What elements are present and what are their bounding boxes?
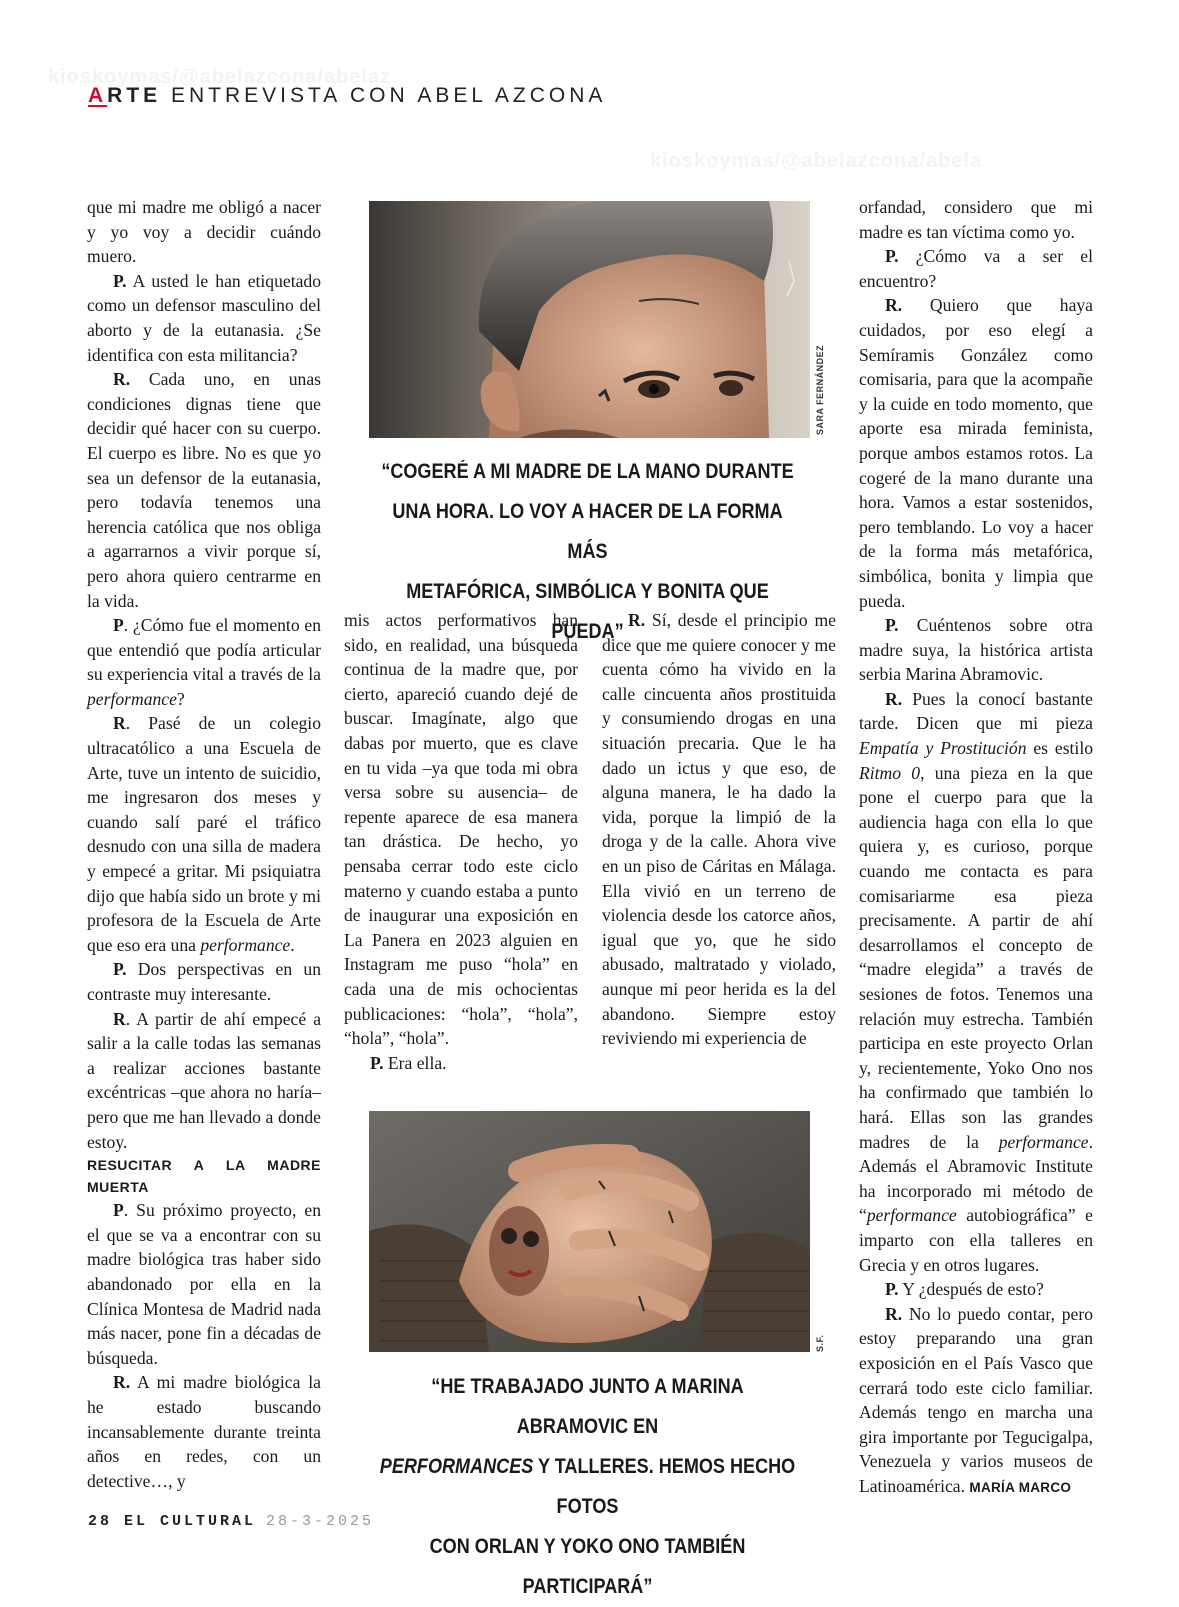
paragraph-text: A usted le han etiquetado como un defensor masculino del aborto y de la eutanasia. ¿Se identifica con esta militancia? (87, 270, 321, 365)
paragraph-text: Y ¿después de esto? (898, 1279, 1044, 1300)
photo-credit: S.F. (815, 1334, 825, 1352)
quote-line (375, 1447, 801, 1527)
question-label: P. (885, 246, 899, 267)
article-title: ENTREVISTA CON ABEL AZCONA (161, 84, 607, 107)
section-name-rest: RTE (107, 84, 162, 107)
paragraph-text: Pues la conocí bastante tarde. Dicen que mi pieza (859, 688, 1093, 734)
photo-credit: SARA FERNÁNDEZ (815, 344, 825, 435)
publication-name: EL CULTURAL (112, 1513, 257, 1530)
paragraph (87, 269, 321, 367)
paragraph-text: Cuéntenos sobre otra madre suya, la histórica artista serbia Marina Abramovic. (859, 615, 1093, 685)
answer-label: R. (113, 1372, 131, 1393)
author-byline: MARÍA MARCO (969, 1479, 1072, 1495)
paragraph-text: ? (176, 688, 185, 709)
paragraph-text: Sí, desde el principio me dice que me quiere conocer y me cuenta cómo ha vivido en la calle cincuenta años prostituida y consumiendo drogas en una situación precaria. Que le ha dado un ictus y que eso, de alguna manera, le ha dado la vida, porque la limpió de la droga y de la calle. Ahora vive en un piso de Cáritas en Málaga. Ella vivió en un terreno de violencia desde los catorce años, igual que yo, que he sido abusado, maltratado y violado, aunque mi peor herida es la del abandono. Siempre estoy reviviendo mi experiencia de (602, 610, 836, 1049)
column-3 (602, 608, 836, 1051)
answer-label: R. (113, 369, 131, 390)
paragraph (602, 608, 836, 1051)
paragraph-text: Cada uno, en unas condiciones dignas tiene que decidir qué hacer con su cuerpo. El cuerpo es libre. No es que yo sea un defensor de la eutanasia, pero todavía tenemos una herencia católica que nos obliga a agarrarnos a vivir porque sí, pero ahora quiero centrarme en la vida. (87, 369, 321, 611)
emphasis: performance (200, 934, 291, 955)
hands-image (369, 1111, 810, 1352)
paragraph (859, 1302, 1093, 1501)
answer-label: R. (885, 1303, 903, 1324)
quote-text: Y TALLERES. HEMOS HECHO FOTOS (533, 1455, 796, 1518)
page-number: 28 (88, 1513, 113, 1530)
quote-emphasis: PERFORMANCES (379, 1455, 534, 1478)
emphasis: Ritmo 0 (859, 762, 921, 783)
paragraph (87, 957, 321, 1006)
emphasis: performance (866, 1205, 957, 1226)
question-label: P. (885, 1279, 899, 1300)
paragraph-text: . A partir de ahí empecé a salir a la calle todas las semanas a realizar acciones bastante excéntricas –que ahora no haría– pero que me han llevado a donde estoy. (87, 1008, 321, 1152)
question-label: P. (885, 615, 899, 636)
answer-label: R. (885, 295, 903, 316)
paragraph (87, 1198, 321, 1370)
paragraph-text: es estilo (1026, 738, 1093, 759)
answer-label: R (113, 1008, 126, 1029)
paragraph-text: Quiero que haya cuidados, por eso elegí a Semíramis González como comisaria, para que la acompañe y la cuide en todo momento, que aporte esa mirada feminista, porque ambos estamos rotos. La cogeré de la mano durante una hora. Vamos a estar sostenidos, pero temblando. Lo voy a hacer de la forma más metafórica, simbólica, bonita y limpia que pueda. (859, 295, 1093, 611)
pull-quote (375, 1367, 801, 1607)
paragraph-text: . Su próximo proyecto, en el que se va a encontrar con su madre biológica tras haber sido abandonado por ella en la Clínica Montesa de Madrid nada más nacer, pone fin a décadas de búsqueda. (87, 1200, 321, 1368)
paragraph (87, 613, 321, 711)
paragraph: orfandad, considero que mi madre es tan víctima como yo. (859, 197, 1093, 242)
quote-line: METAFÓRICA, SIMBÓLICA Y BONITA QUE PUEDA” (406, 580, 769, 643)
quote-line: CON ORLAN Y YOKO ONO TAMBIÉN PARTICIPARÁ” (429, 1535, 746, 1598)
question-label: P. (370, 1052, 384, 1073)
quote-line: UNA HORA. LO VOY A HACER DE LA FORMA MÁS (392, 500, 783, 563)
answer-label: R (113, 713, 126, 734)
column-1 (87, 195, 321, 1493)
paragraph-text: , una pieza en la que pone el cuerpo para que la audiencia haga con ella lo que quiera y, es curioso, porque cuando me contacta es para comisariarme esa pieza precisamente. A partir de ahí desarrollamos el concepto de “madre elegida” a través de sesiones de fotos. Tenemos una relación muy estrecha. También participa en este proyecto Orlan y, recientemente, Yoko Ono nos ha confirmado que también lo hará. Ellas son las grandes madres de la (859, 762, 1093, 1152)
emphasis: Empatía y Prostitución (859, 738, 1027, 759)
paragraph (859, 293, 1093, 613)
paragraph (87, 1370, 321, 1493)
subheading: RESUCITAR A LA MADRE MUERTA (87, 1157, 321, 1196)
question-label: P. (113, 959, 127, 980)
issue-date: 28-3-2025 (266, 1513, 375, 1530)
paragraph (859, 1277, 1093, 1302)
paragraph (859, 613, 1093, 687)
portrait-image (369, 201, 810, 438)
watermark: kioskoymas/@abelazcona/abelaz (48, 66, 392, 88)
paragraph (859, 687, 1093, 1277)
quote-line: “HE TRABAJADO JUNTO A MARINA ABRAMOVIC EN (431, 1375, 744, 1438)
paragraph-text: . ¿Cómo fue el momento en que entendió que podía articular su experiencia vital a través de la (87, 615, 321, 685)
paragraph (859, 244, 1093, 293)
paragraph-text: . Pasé de un colegio ultracatólico a una Escuela de Arte, tuve un intento de suicidio, me ingresaron dos meses y cuando salí paré el tráfico desnudo con una silla de madera y empecé a gritar. Mi psiquiatra dijo que había sido un brote y mi profesora de la Escuela de Arte que eso era una (87, 713, 321, 955)
paragraph-text: . (290, 934, 295, 955)
page-footer (88, 1513, 374, 1530)
section-initial: A (88, 84, 108, 107)
paragraph (344, 1051, 578, 1076)
paragraph-text: autobiográfica” e imparto con ella talleres en Grecia y en otros lugares. (859, 1205, 1093, 1275)
paragraph: que mi madre me obligó a nacer y yo voy a decidir cuándo muero. (87, 197, 321, 267)
paragraph (87, 367, 321, 613)
emphasis: performance (87, 688, 177, 709)
paragraph-text: . Además el Abramovic Institute ha incorporado mi método de “ (859, 1131, 1093, 1226)
question-label: P (113, 1200, 124, 1221)
paragraph-text: A mi madre biológica la he estado buscando incansablemente durante treinta años en redes, con un detective…, y (87, 1372, 321, 1491)
paragraph: mis actos performativos han sido, en realidad, una búsqueda continua de la madre que, por cierto, apareció cuando dejé de buscar. Imagínate, algo que dabas por muerto, que es clave en tu vida –ya que toda mi obra versa sobre su ausencia– de repente aparece de esa manera tan drástica. De hecho, yo pensaba cerrar todo este ciclo materno y cuando estaba a punto de inaugurar una exposición en La Panera en 2023 alguien en Instagram me puso “hola” en cada una de mis ochocientas publicaciones: “hola”, “hola”, “hola”, “hola”. (344, 610, 578, 1049)
portrait-photo (369, 201, 810, 438)
column-4 (859, 195, 1093, 1500)
paragraph (87, 1007, 321, 1155)
emphasis: performance (998, 1131, 1089, 1152)
paragraph (87, 711, 321, 957)
watermark: kioskoymas/@abelazcona/abela (650, 150, 983, 172)
paragraph-text: ¿Cómo va a ser el encuentro? (859, 246, 1093, 291)
question-label: P (113, 615, 124, 636)
quote-line: “COGERÉ A MI MADRE DE LA MANO DURANTE (381, 460, 794, 483)
answer-label: R. (885, 688, 903, 709)
hands-photo (369, 1111, 810, 1352)
answer-label: R. (628, 610, 646, 630)
paragraph-text: Era ella. (383, 1052, 447, 1073)
paragraph-text: Dos perspectivas en un contraste muy interesante. (87, 959, 321, 1004)
paragraph-text: No lo puedo contar, pero estoy preparando una gran exposición en el País Vasco que cerrará todo este ciclo familiar. Además tengo en marcha una gira importante por Tegucigalpa, Venezuela y varios museos de Latinoamérica. (859, 1303, 1093, 1496)
question-label: P. (113, 270, 127, 291)
column-2 (344, 608, 578, 1075)
